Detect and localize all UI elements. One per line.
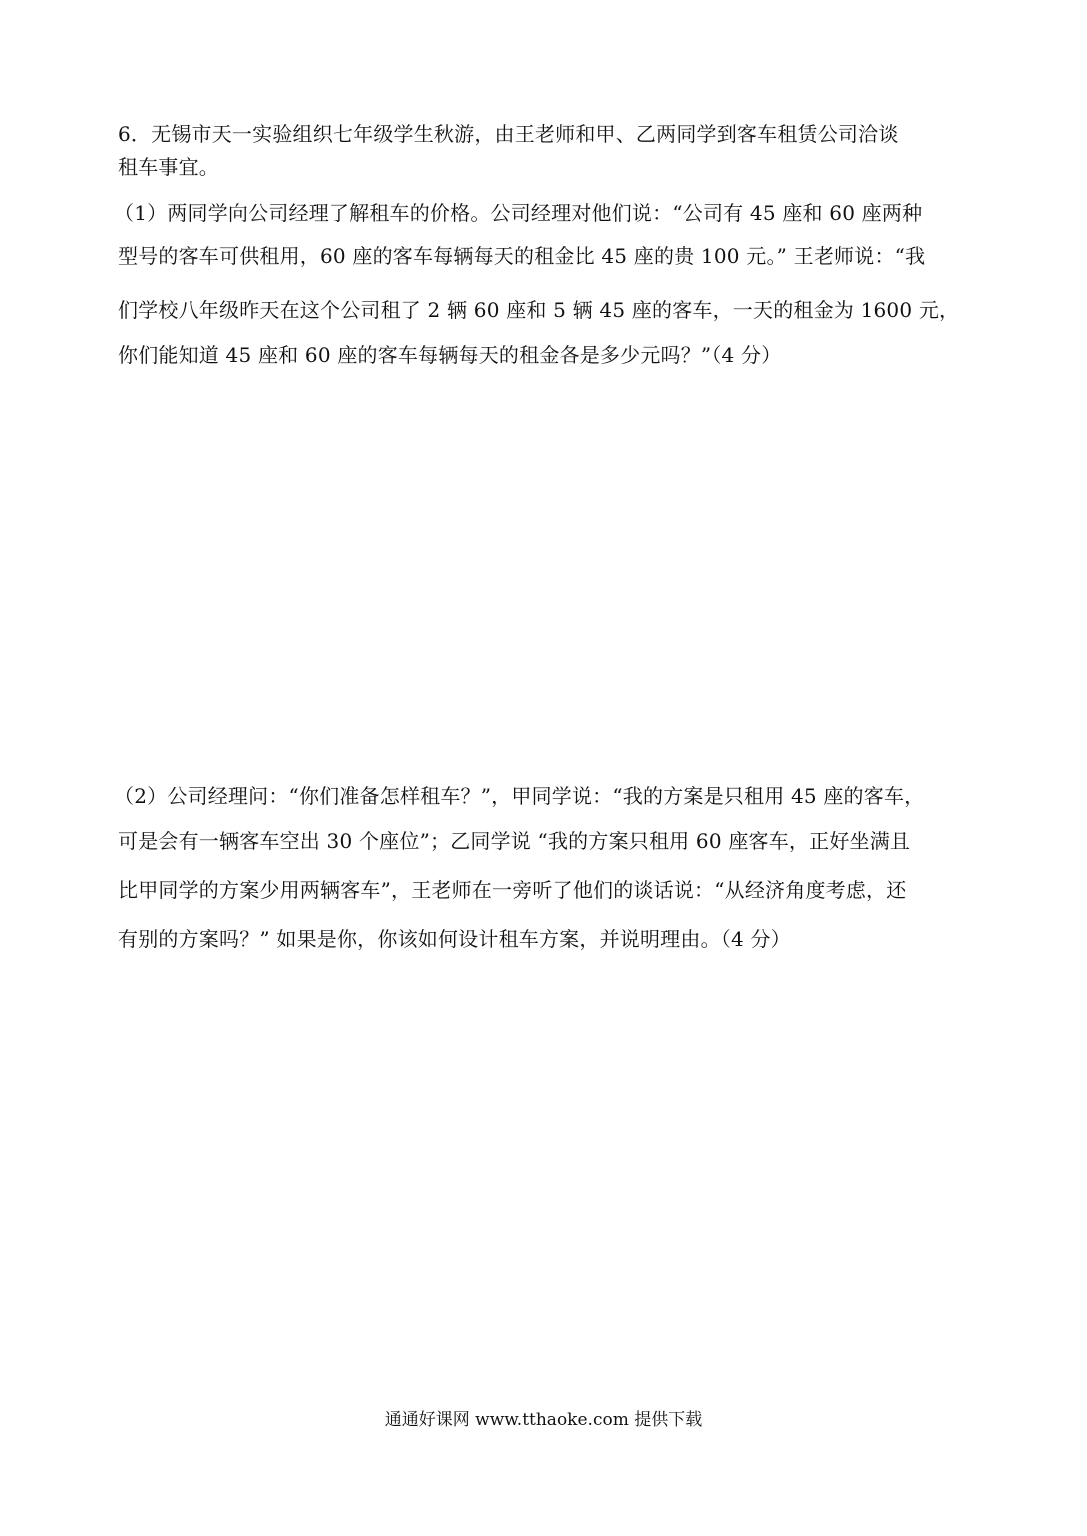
part2-line-2: 可是会有一辆客车空出 30 个座位”；乙同学说 “我的方案只租用 60 座客车，正好坐满且 — [118, 829, 911, 853]
question-title-line-1: 6．无锡市天一实验组织七年级学生秋游，由王老师和甲、乙两同学到客车租赁公司洽谈 — [118, 122, 899, 146]
part1-line-1: （1）两同学向公司经理了解租车的价格。公司经理对他们说：“公司有 45 座和 60 座两种 — [114, 201, 923, 225]
part1-line-3: 们学校八年级昨天在这个公司租了 2 辆 60 座和 5 辆 45 座的客车，一天的租金为 1600 元， — [118, 298, 960, 322]
page-footer: 通通好课网 www.tthaoke.com 提供下载 — [384, 1410, 703, 1430]
part2-line-3: 比甲同学的方案少用两辆客车”，王老师在一旁听了他们的谈话说：“从经济角度考虑，还 — [118, 878, 907, 902]
part1-line-4: 你们能知道 45 座和 60 座的客车每辆每天的租金各是多少元吗？”（4 分） — [118, 343, 782, 367]
part2-line-4: 有别的方案吗？” 如果是你，你该如何设计租车方案，并说明理由。（4 分） — [118, 927, 791, 951]
question-title-line-2: 租车事宜。 — [118, 155, 219, 179]
part2-line-1: （2）公司经理问：“你们准备怎样租车？”，甲同学说：“我的方案是只租用 45 座的客车， — [114, 784, 925, 808]
part1-line-2: 型号的客车可供租用，60 座的客车每辆每天的租金比 45 座的贵 100 元。” 王老师说：“我 — [118, 244, 926, 268]
